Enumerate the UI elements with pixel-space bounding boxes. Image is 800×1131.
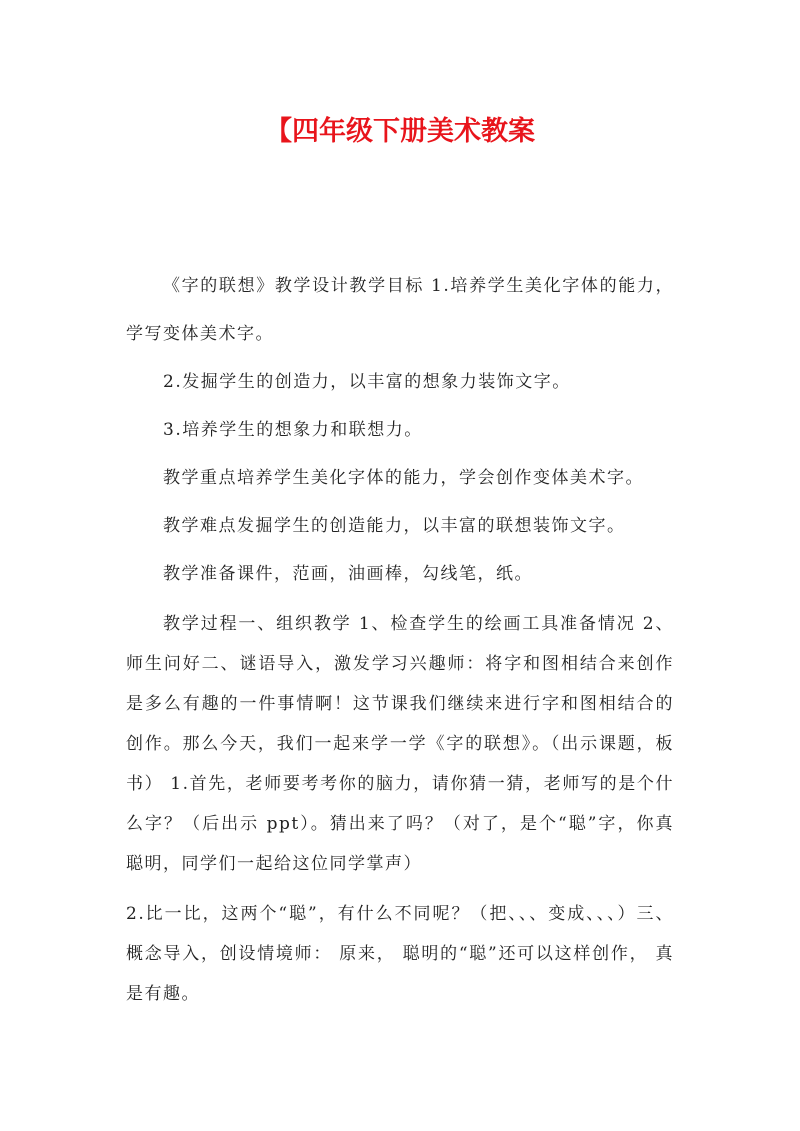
paragraph-difficulties: 教学难点发掘学生的创造能力，以丰富的联想装饰文字。 <box>163 516 626 536</box>
paragraph-preparation: 教学准备课件，范画，油画棒，勾线笔，纸。 <box>163 564 533 584</box>
paragraph-comparison: 2.比一比，这两个“聪”，有什么不同呢？（把、、、变成、、、）三、概念导入，创设情境师： 原来， 聪明的“聪”还可以这样创作， 真是有趣。 <box>126 904 674 1004</box>
paragraph-process: 教学过程一、组织教学 1、检查学生的绘画工具准备情况 2、师生问好二、谜语导入，激发学习兴趣师：将字和图相结合来创作是多么有趣的一件事情啊！这节课我们继续来进行字和图相结合的创作。那么今天，我们一起来学一学《字的联想》。（出示课题，板书） 1.首先，老师要考考你的脑力，请你猜一猜，老师写的是个什么字？（后出示 ppt）。猜出来了吗？（对了，是个“聪”字，你真聪明，同学们一起给这位同学掌声） <box>126 614 674 874</box>
paragraph-objective-2: 2.发掘学生的创造力，以丰富的想象力装饰文字。 <box>163 372 571 392</box>
paragraph-key-points: 教学重点培养学生美化字体的能力，学会创作变体美术字。 <box>163 468 644 488</box>
paragraph-objective-3: 3.培养学生的想象力和联想力。 <box>163 420 423 440</box>
document-title: 【四年级下册美术教案 <box>265 116 535 147</box>
paragraph-objectives: 《字的联想》教学设计教学目标 1.培养学生美化字体的能力，学写变体美术字。 <box>126 276 674 344</box>
document-body <box>126 262 674 1014</box>
